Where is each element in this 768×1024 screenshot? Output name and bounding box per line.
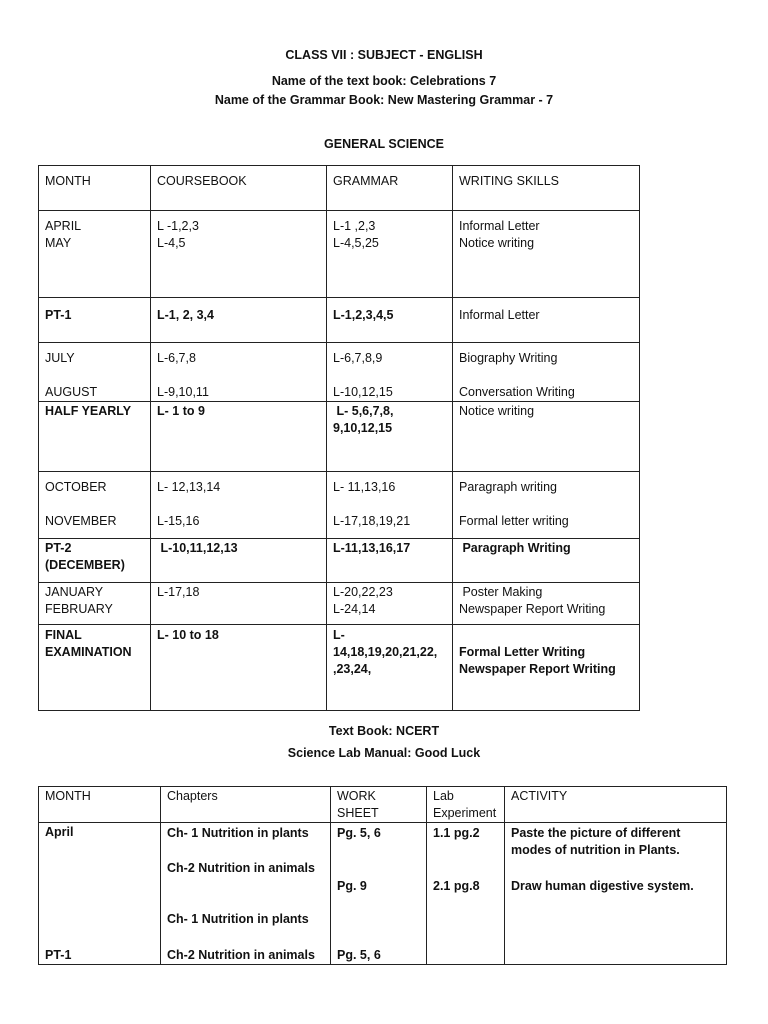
table-row bbox=[39, 343, 640, 402]
section-title: GENERAL SCIENCE bbox=[324, 137, 444, 151]
science-text-book-line: Text Book: NCERT bbox=[328, 724, 440, 738]
cell-text: L-6,7,8 bbox=[157, 351, 196, 365]
cell-text: L-1, 2, 3,4 bbox=[157, 308, 214, 322]
cell-text: L-15,16 bbox=[157, 514, 200, 528]
cell-text: Conversation Writing bbox=[459, 385, 575, 399]
lab-manual-line: Science Lab Manual: Good Luck bbox=[287, 746, 481, 760]
cell-text: L- bbox=[333, 628, 345, 642]
cell-text: OCTOBER bbox=[45, 480, 107, 494]
text-book-line: Name of the text book: Celebrations 7 bbox=[271, 74, 497, 88]
cell-text: L-1,2,3,4,5 bbox=[333, 308, 394, 322]
cell-text: Notice writing bbox=[459, 236, 535, 250]
cell-text bbox=[45, 496, 144, 513]
chapter-1-pt1: Ch- 1 Nutrition in plants bbox=[167, 912, 309, 926]
cell-text: EXAMINATION bbox=[45, 645, 132, 659]
cell-text bbox=[333, 496, 446, 513]
cell-text: Newspaper Report Writing bbox=[459, 602, 606, 616]
cell-text: NOVEMBER bbox=[45, 514, 117, 528]
class-subject-title: CLASS VII : SUBJECT - ENGLISH bbox=[285, 48, 483, 62]
col-header-writing-skills: WRITING SKILLS bbox=[459, 174, 560, 188]
cell-text: L- 1 to 9 bbox=[157, 404, 205, 418]
month-april: April bbox=[45, 825, 74, 839]
col-header-lab: Lab bbox=[433, 789, 454, 803]
table-row bbox=[39, 402, 640, 472]
science-syllabus-table bbox=[38, 786, 727, 965]
cell-text bbox=[459, 496, 633, 513]
col-header-grammar: GRAMMAR bbox=[333, 174, 399, 188]
table-header-row bbox=[39, 787, 727, 823]
cell-text: Newspaper Report Writing bbox=[459, 662, 616, 676]
cell-text: L-4,5 bbox=[157, 236, 186, 250]
cell-text bbox=[157, 367, 320, 384]
cell-text: Paragraph writing bbox=[459, 480, 557, 494]
cell-text: JANUARY bbox=[45, 585, 104, 599]
table-header-row bbox=[39, 166, 640, 211]
table-row bbox=[39, 211, 640, 298]
cell-text: L- 10 to 18 bbox=[157, 628, 219, 642]
english-syllabus-table bbox=[38, 165, 640, 711]
cell-text: 9,10,12,15 bbox=[333, 421, 393, 435]
cell-text: L-10,12,15 bbox=[333, 385, 393, 399]
cell-text bbox=[459, 627, 633, 644]
cell-text bbox=[459, 367, 633, 384]
cell-text: Poster Making bbox=[459, 585, 543, 599]
chapter-2-pt1: Ch-2 Nutrition in animals bbox=[167, 948, 315, 962]
table-row bbox=[39, 298, 640, 343]
worksheet-april-2: Pg. 9 bbox=[337, 879, 367, 893]
chapter-1-april: Ch- 1 Nutrition in plants bbox=[167, 826, 309, 840]
cell-text: L-24,14 bbox=[333, 602, 376, 616]
cell-text bbox=[45, 367, 144, 384]
cell-text: Biography Writing bbox=[459, 351, 558, 365]
worksheet-pt1: Pg. 5, 6 bbox=[337, 948, 381, 962]
cell-text: L-20,22,23 bbox=[333, 585, 393, 599]
grammar-book-line: Name of the Grammar Book: New Mastering Grammar - 7 bbox=[214, 93, 554, 107]
worksheet-april-1: Pg. 5, 6 bbox=[337, 826, 381, 840]
chapter-2-april: Ch-2 Nutrition in animals bbox=[167, 861, 315, 875]
cell-text: (DECEMBER) bbox=[45, 558, 125, 572]
cell-text: Paragraph Writing bbox=[459, 541, 571, 555]
cell-text bbox=[333, 367, 446, 384]
cell-text: L-6,7,8,9 bbox=[333, 351, 383, 365]
cell-text: APRIL bbox=[45, 219, 82, 233]
cell-text: 14,18,19,20,21,22, bbox=[333, 645, 438, 659]
cell-text: Formal letter writing bbox=[459, 514, 569, 528]
lab-experiment-1: 1.1 pg.2 bbox=[433, 826, 480, 840]
cell-text: Formal Letter Writing bbox=[459, 645, 586, 659]
cell-text: L-1 ,2,3 bbox=[333, 219, 376, 233]
table-row bbox=[39, 472, 640, 539]
col-header-experiment: Experiment bbox=[433, 806, 497, 820]
cell-text: Informal Letter bbox=[459, 219, 540, 233]
cell-text: L-9,10,11 bbox=[157, 385, 209, 399]
col-header-activity: ACTIVITY bbox=[511, 789, 568, 803]
cell-text: L-4,5,25 bbox=[333, 236, 379, 250]
cell-text: Notice writing bbox=[459, 404, 535, 418]
cell-text: L -1,2,3 bbox=[157, 219, 199, 233]
table-row bbox=[39, 625, 640, 711]
cell-text: L-17,18,19,21 bbox=[333, 514, 411, 528]
activity-1-line-2: modes of nutrition in Plants. bbox=[511, 843, 680, 857]
cell-text: FEBRUARY bbox=[45, 602, 113, 616]
cell-text: PT-1 bbox=[45, 308, 72, 322]
cell-text: Informal Letter bbox=[459, 308, 540, 322]
table-row bbox=[39, 823, 727, 965]
activity-1-line-1: Paste the picture of different bbox=[511, 826, 681, 840]
cell-text: L-11,13,16,17 bbox=[333, 541, 411, 555]
cell-text: L- 11,13,16 bbox=[333, 480, 396, 494]
col-header-month: MONTH bbox=[45, 789, 91, 803]
col-header-month: MONTH bbox=[45, 174, 91, 188]
cell-text: L- 5,6,7,8, bbox=[333, 404, 394, 418]
cell-text bbox=[157, 496, 320, 513]
cell-text: ,23,24, bbox=[333, 662, 372, 676]
cell-text: L- 12,13,14 bbox=[157, 480, 221, 494]
cell-text: PT-2 bbox=[45, 541, 72, 555]
col-header-chapters: Chapters bbox=[167, 789, 218, 803]
col-header-work-sheet: WORK SHEET bbox=[337, 789, 379, 820]
cell-text: MAY bbox=[45, 236, 72, 250]
cell-text: JULY bbox=[45, 351, 75, 365]
cell-text: FINAL bbox=[45, 628, 82, 642]
cell-text: HALF YEARLY bbox=[45, 404, 132, 418]
activity-2: Draw human digestive system. bbox=[511, 879, 694, 893]
month-pt1: PT-1 bbox=[45, 948, 72, 962]
cell-text: L-17,18 bbox=[157, 585, 200, 599]
cell-text: AUGUST bbox=[45, 385, 98, 399]
table-row bbox=[39, 539, 640, 583]
lab-experiment-2: 2.1 pg.8 bbox=[433, 879, 480, 893]
table-row bbox=[39, 583, 640, 625]
cell-text: L-10,11,12,13 bbox=[157, 541, 238, 555]
col-header-coursebook: COURSEBOOK bbox=[157, 174, 247, 188]
